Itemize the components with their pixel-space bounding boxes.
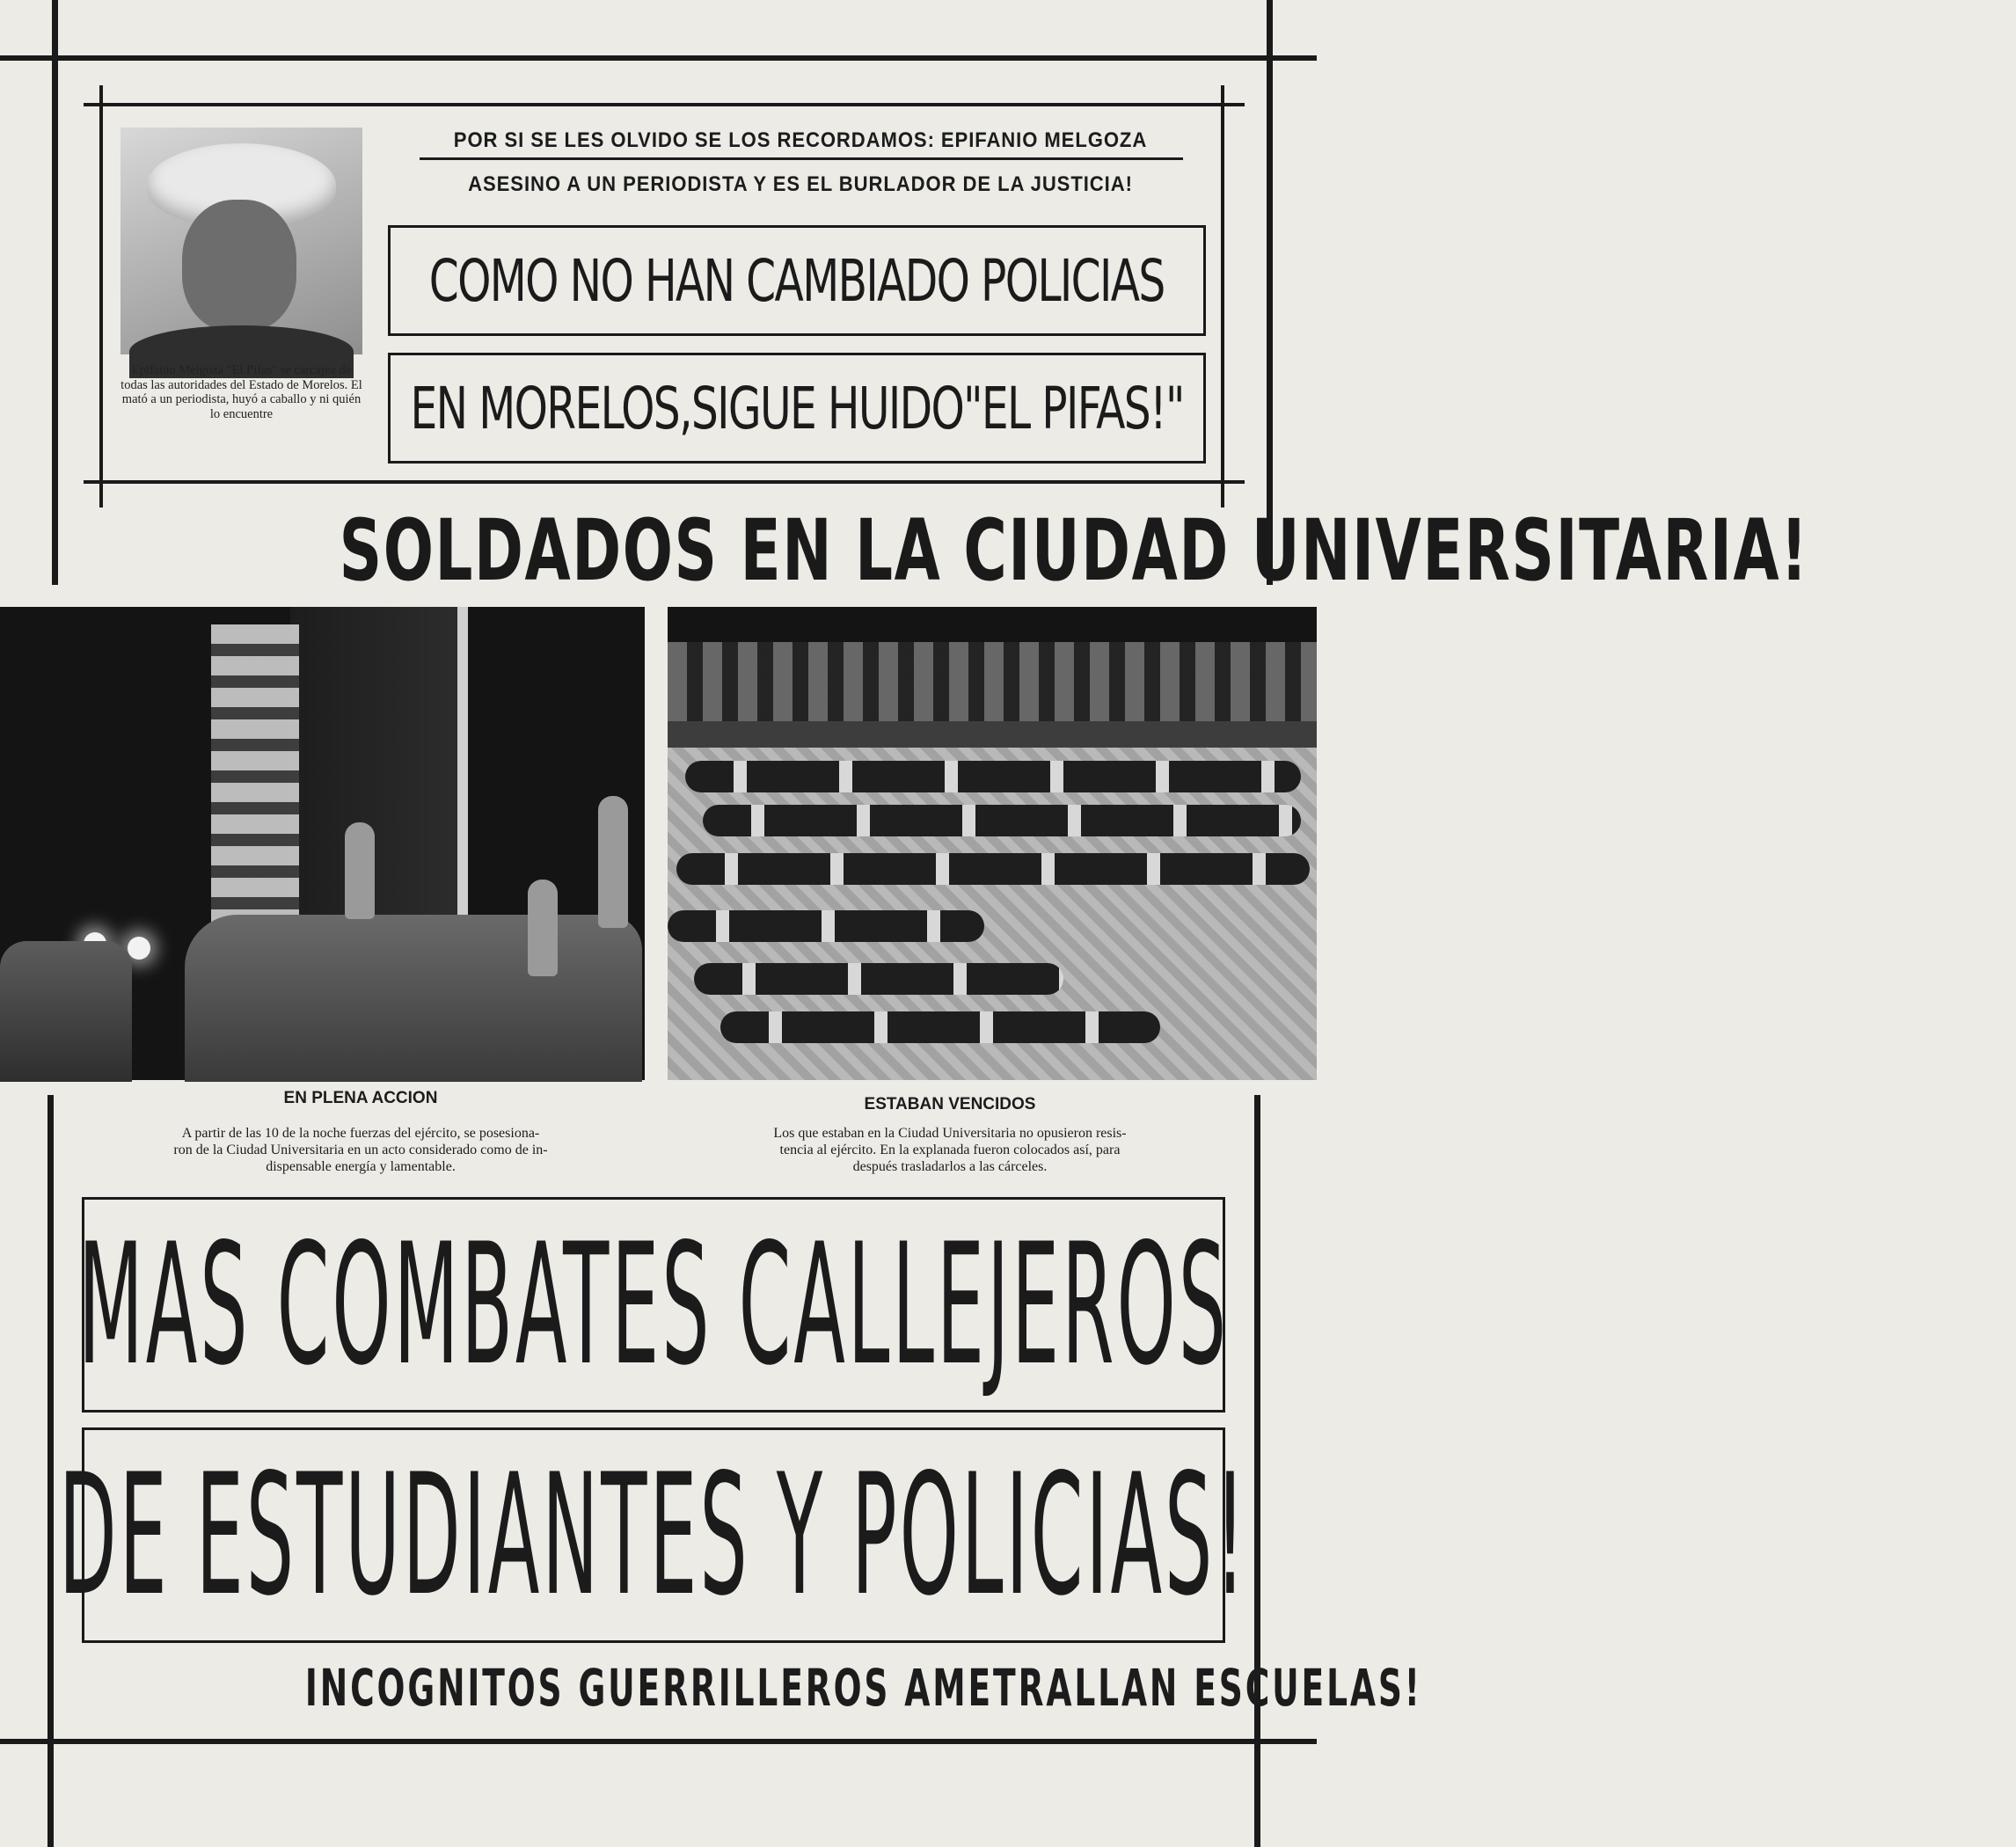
frame-rule-left <box>52 0 58 585</box>
photo-people-row-shape <box>694 963 1063 995</box>
photo-tank-shape <box>185 915 642 1082</box>
photo-right-title: ESTABAN VENCIDOS <box>864 1095 1036 1113</box>
frame-rule-left-lower <box>47 1095 54 1847</box>
photo-right-caption-line-1: Los que estaban en la Ciudad Universitaria no opusieron resis- <box>773 1126 1127 1141</box>
photo-people-row-shape <box>668 910 984 942</box>
inner-rule-right <box>1221 85 1224 507</box>
portrait-face-shape <box>182 200 296 332</box>
sub-headline <box>88 1658 1422 1718</box>
portrait-photo <box>121 128 362 354</box>
headline-line-2: EN MORELOS,SIGUE HUIDO"EL PIFAS!" <box>410 374 1184 442</box>
photo-military-vehicles <box>0 607 645 1080</box>
photo-left-caption-line-1: A partir de las 10 de la noche fuerzas del ejército, se posesiona- <box>181 1126 540 1141</box>
frame-rule-top <box>0 55 1317 61</box>
photo-soldier-shape <box>598 796 628 928</box>
photo-people-row-shape <box>720 1011 1160 1043</box>
big-headline-line-2: DE ESTUDIANTES Y POLICIAS! <box>59 1438 1248 1632</box>
photo-people-row-shape <box>685 761 1301 792</box>
photo-vehicle-shape <box>0 941 132 1082</box>
photo-detained-students <box>668 607 1317 1080</box>
kicker-underline-1 <box>420 157 1183 160</box>
photo-soldier-shape <box>345 822 375 919</box>
section-headline-text: SOLDADOS EN LA CIUDAD UNIVERSITARIA! <box>339 501 1809 600</box>
headline-box-2 <box>388 353 1206 464</box>
section-headline <box>132 501 1809 600</box>
inner-rule-top <box>84 103 1245 106</box>
photo-people-row-shape <box>676 853 1310 885</box>
sub-headline-text: INCOGNITOS GUERRILLEROS AMETRALLAN ESCUELAS! <box>304 1658 1422 1718</box>
frame-rule-right-lower <box>1254 1095 1260 1847</box>
photo-pole-shape <box>457 607 468 924</box>
big-headline-box-2 <box>59 1427 1248 1643</box>
inner-rule-left <box>99 85 103 507</box>
kicker-line-1: POR SI SE LES OLVIDO SE LOS RECORDAMOS: EPIFANIO MELGOZA <box>453 128 1148 152</box>
frame-rule-bottom <box>0 1739 1317 1744</box>
photo-left-caption-line-2: ron de la Ciudad Universitaria en un acto considerado como de in- <box>173 1143 548 1157</box>
photo-right-caption-line-3: después trasladarlos a las cárceles. <box>852 1159 1048 1174</box>
frame-rule-right <box>1267 0 1273 585</box>
photo-people-row-shape <box>703 805 1301 836</box>
photo-right-caption-line-2: tencia al ejército. En la explanada fueron colocados así, para <box>779 1143 1121 1157</box>
photo-light-shape <box>128 937 150 960</box>
photo-soldier-shape <box>528 880 558 976</box>
big-headline-line-1: MAS COMBATES CALLEJEROS <box>77 1208 1230 1402</box>
photo-left-title: EN PLENA ACCION <box>283 1089 438 1107</box>
headline-line-1: COMO NO HAN CAMBIADO POLICIAS <box>429 246 1165 315</box>
portrait-caption: Epifanio Melgoza "El Pifas" se carcajea de todas las autoridades del Estado de Morelos. El mató a un periodista, huyó a caballo y ni quién lo encuentre <box>121 363 362 421</box>
photo-left-caption-line-3: dispensable energía y lamentable. <box>266 1159 456 1174</box>
headline-box-1 <box>388 225 1206 336</box>
kicker-line-2: ASESINO A UN PERIODISTA Y ES EL BURLADOR DE LA JUSTICIA! <box>468 172 1133 196</box>
big-headline-box-1 <box>77 1197 1230 1413</box>
inner-rule-mid <box>84 480 1245 484</box>
